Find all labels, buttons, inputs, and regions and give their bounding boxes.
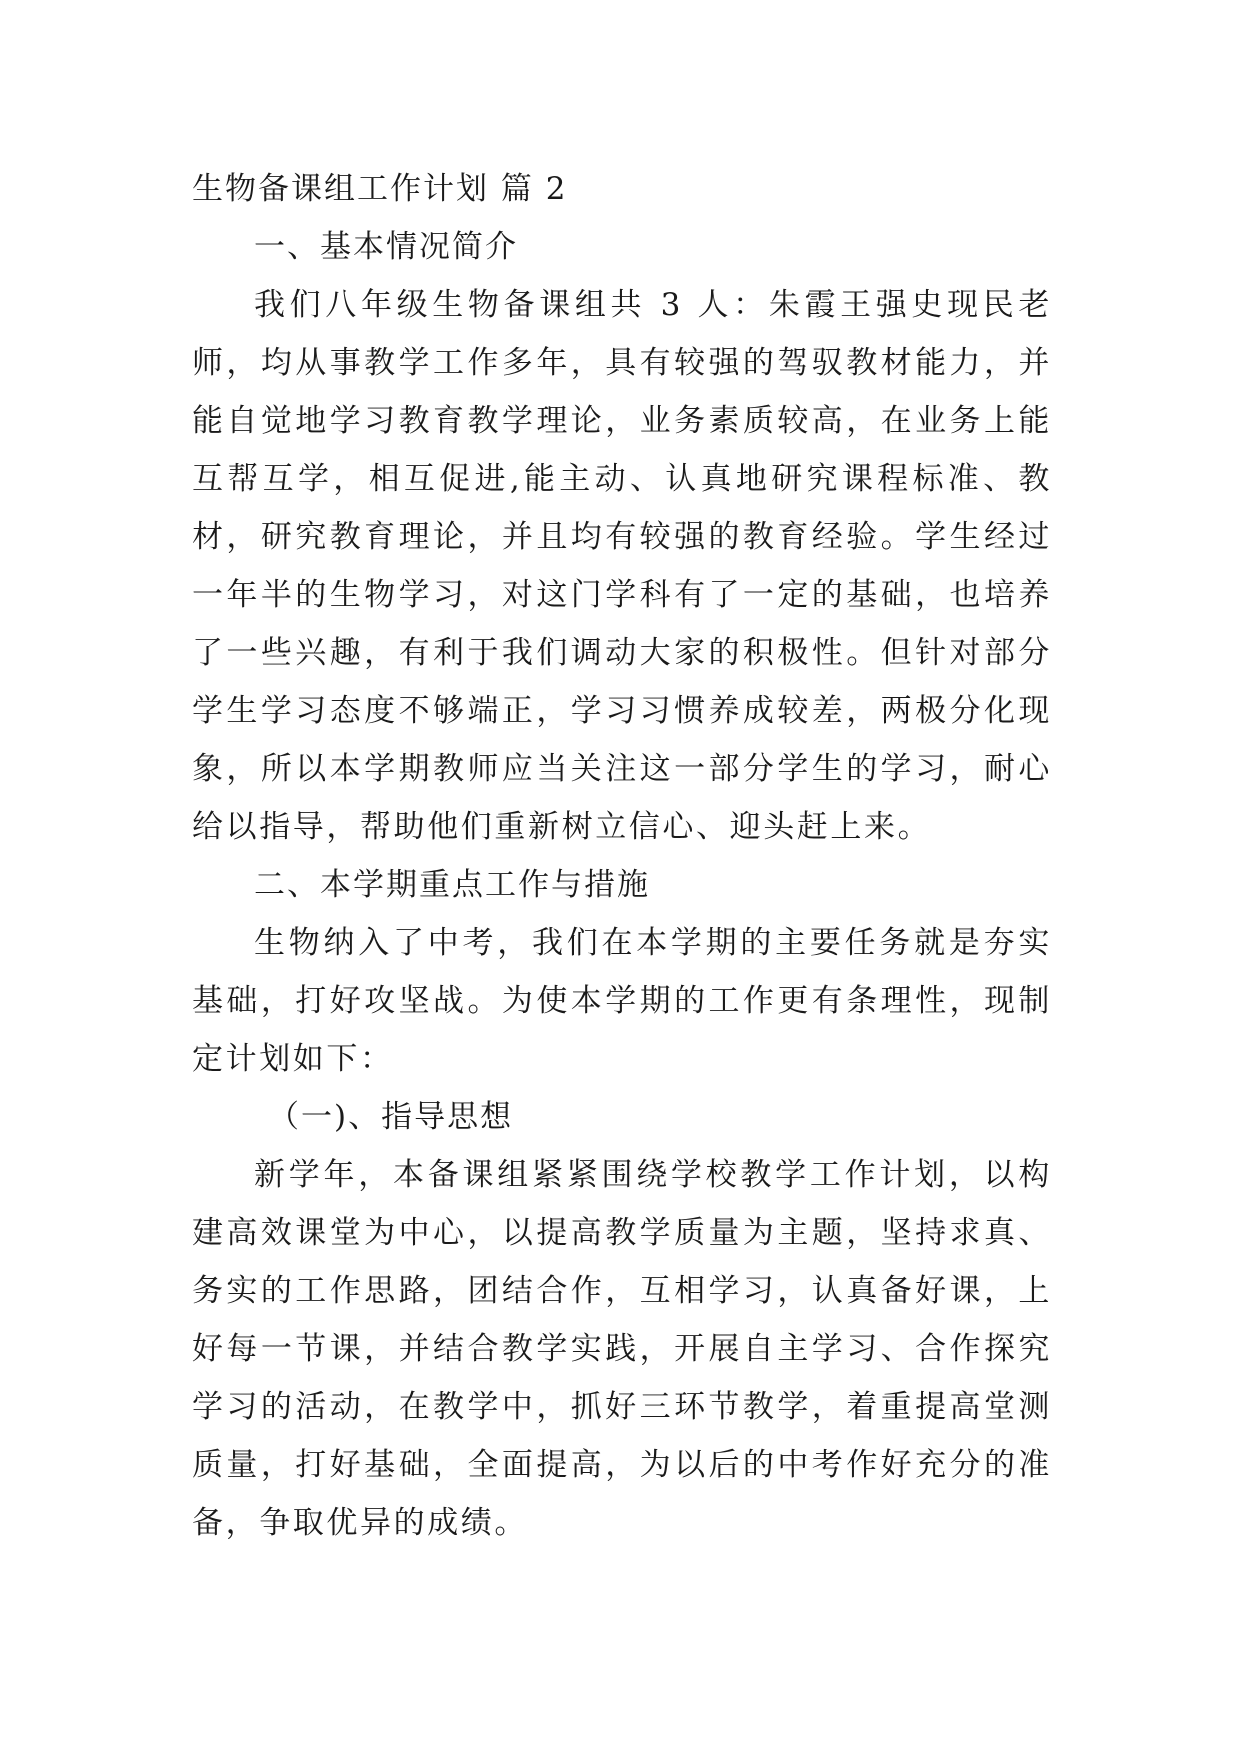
document-title: 生物备课组工作计划 篇 2 [192,171,568,207]
document-body [192,160,1052,1552]
section-heading-key-work: 二、本学期重点工作与措施 [254,867,650,903]
paragraph-basic-info: 我们八年级生物备课组共 3 人：朱霞王强史现民老师，均从事教学工作多年，具有较强的驾驭教材能力，并能自觉地学习教育教学理论，业务素质较高，在业务上能互帮互学，相互促进,能主动、认真地研究课程标准、教材，研究教育理论，并且均有较强的教育经验。学生经过一年半的生物学习，对这门学科有了一定的基础，也培养了一些兴趣，有利于我们调动大家的积极性。但针对部分学生学习态度不够端正，学习习惯养成较差，两极分化现象，所以本学期教师应当关注这一部分学生的学习，耐心给以指导，帮助他们重新树立信心、迎头赶上来。 [192,287,1052,845]
paragraph-guiding-thought: 新学年，本备课组紧紧围绕学校教学工作计划，以构建高效课堂为中心，以提高教学质量为主题，坚持求真、务实的工作思路，团结合作，互相学习，认真备好课，上好每一节课，并结合教学实践，开展自主学习、合作探究学习的活动，在教学中，抓好三环节教学，着重提高堂测质量，打好基础，全面提高，为以后的中考作好充分的准备，争取优异的成绩。 [192,1157,1052,1541]
section-heading-basic-info: 一、基本情况简介 [254,229,518,265]
section-heading-guiding-thought: （一)、指导思想 [268,1099,514,1135]
paragraph-key-work: 生物纳入了中考，我们在本学期的主要任务就是夯实基础，打好攻坚战。为使本学期的工作更有条理性，现制定计划如下： [192,925,1052,1077]
